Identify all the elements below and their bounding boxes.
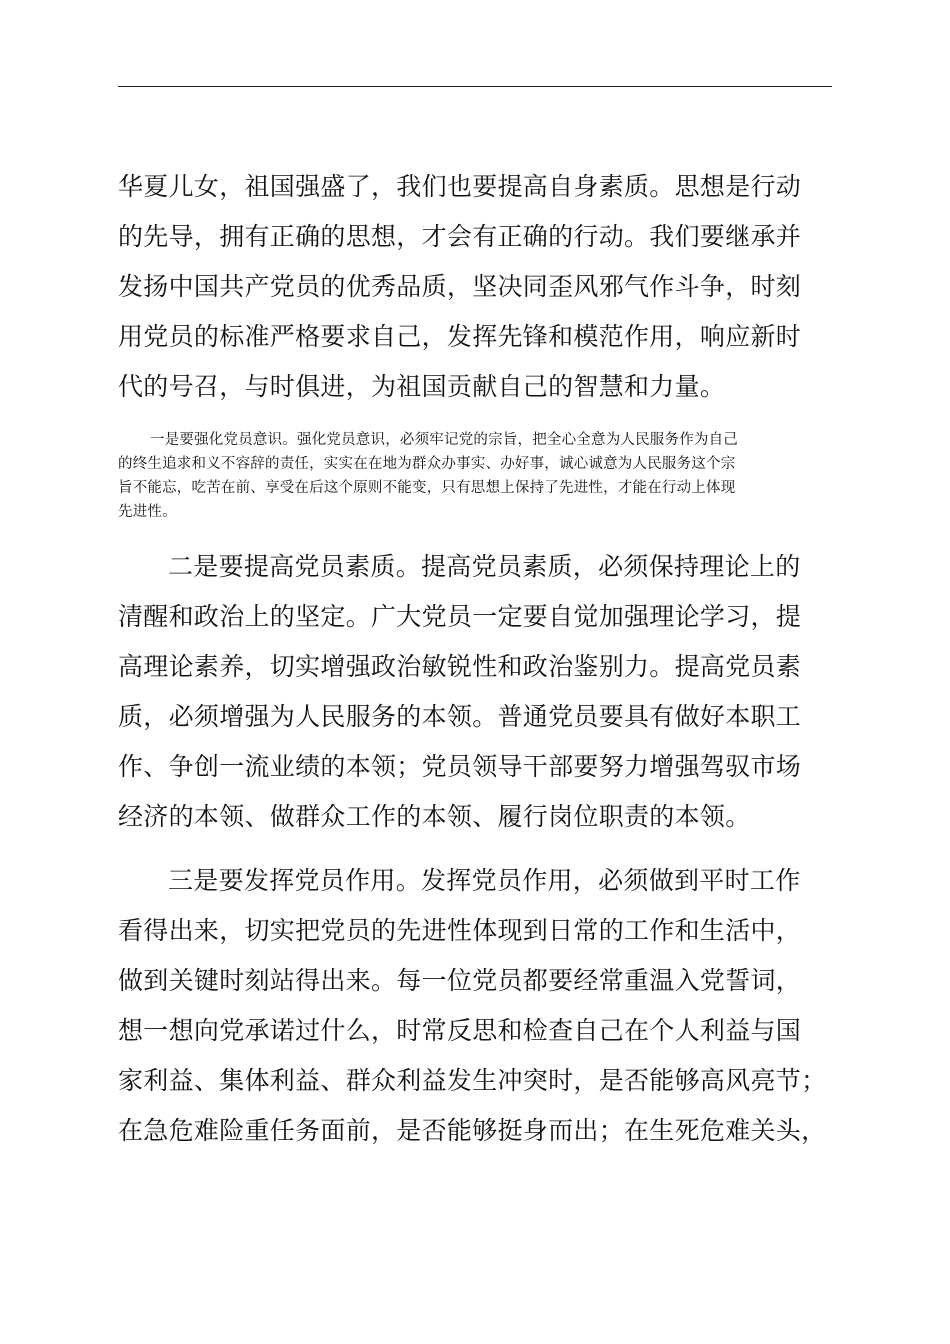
text-line: 代的号召，与时俱进，为祖国贡献自己的智慧和力量。 [118,372,726,401]
text-line: 看得出来，切实把党员的先进性体现到日常的工作和生活中， [118,916,802,945]
text-line: 想一想向党承诺过什么，时常反思和检查自己在个人利益与国 [118,1016,802,1045]
text-line: 用党员的标准严格要求自己，发挥先锋和模范作用，响应新时 [118,322,802,351]
text-line: 发扬中国共产党员的优秀品质，坚决同歪风邪气作斗争，时刻 [118,272,802,301]
text-line: 家利益、集体利益、群众利益发生冲突时，是否能够高风亮节； [118,1066,827,1095]
paragraph-party-quality [118,542,834,842]
text-line: 的先导，拥有正确的思想，才会有正确的行动。我们要继承并 [118,222,802,251]
text-line: 旨不能忘，吃苦在前、享受在后这个原则不能变，只有思想上保持了先进性，才能在行动上体现 [118,480,736,496]
header-rule [118,86,832,87]
text-line: 高理论素养，切实增强政治敏锐性和政治鉴别力。提高党员素 [118,652,802,681]
text-line: 质，必须增强为人民服务的本领。普通党员要具有做好本职工 [118,702,802,731]
paragraph-party-awareness [118,428,834,524]
text-line: 的终生追求和义不容辞的责任，实实在在地为群众办事实、办好事，诚心诚意为人民服务这个宗 [118,456,736,472]
text-line: 先进性。 [118,504,177,520]
text-line: 二是要提高党员素质。提高党员素质，必须保持理论上的 [168,552,801,581]
text-line: 在急危难险重任务面前，是否能够挺身而出；在生死危难关头， [118,1116,827,1145]
text-line: 做到关键时刻站得出来。每一位党员都要经常重温入党誓词， [118,966,802,995]
text-line: 作、争创一流业绩的本领；党员领导干部要努力增强驾驭市场 [118,752,802,781]
paragraph-party-role [118,856,834,1156]
text-line: 一是要强化党员意识。强化党员意识，必须牢记党的宗旨，把全心全意为人民服务作为自己 [150,432,738,448]
text-line: 华夏儿女，祖国强盛了，我们也要提高自身素质。思想是行动 [118,172,802,201]
paragraph-intro [118,162,834,412]
text-line: 经济的本领、做群众工作的本领、履行岗位职责的本领。 [118,802,751,831]
text-line: 三是要发挥党员作用。发挥党员作用，必须做到平时工作 [168,866,801,895]
text-line: 清醒和政治上的坚定。广大党员一定要自觉加强理论学习，提 [118,602,802,631]
